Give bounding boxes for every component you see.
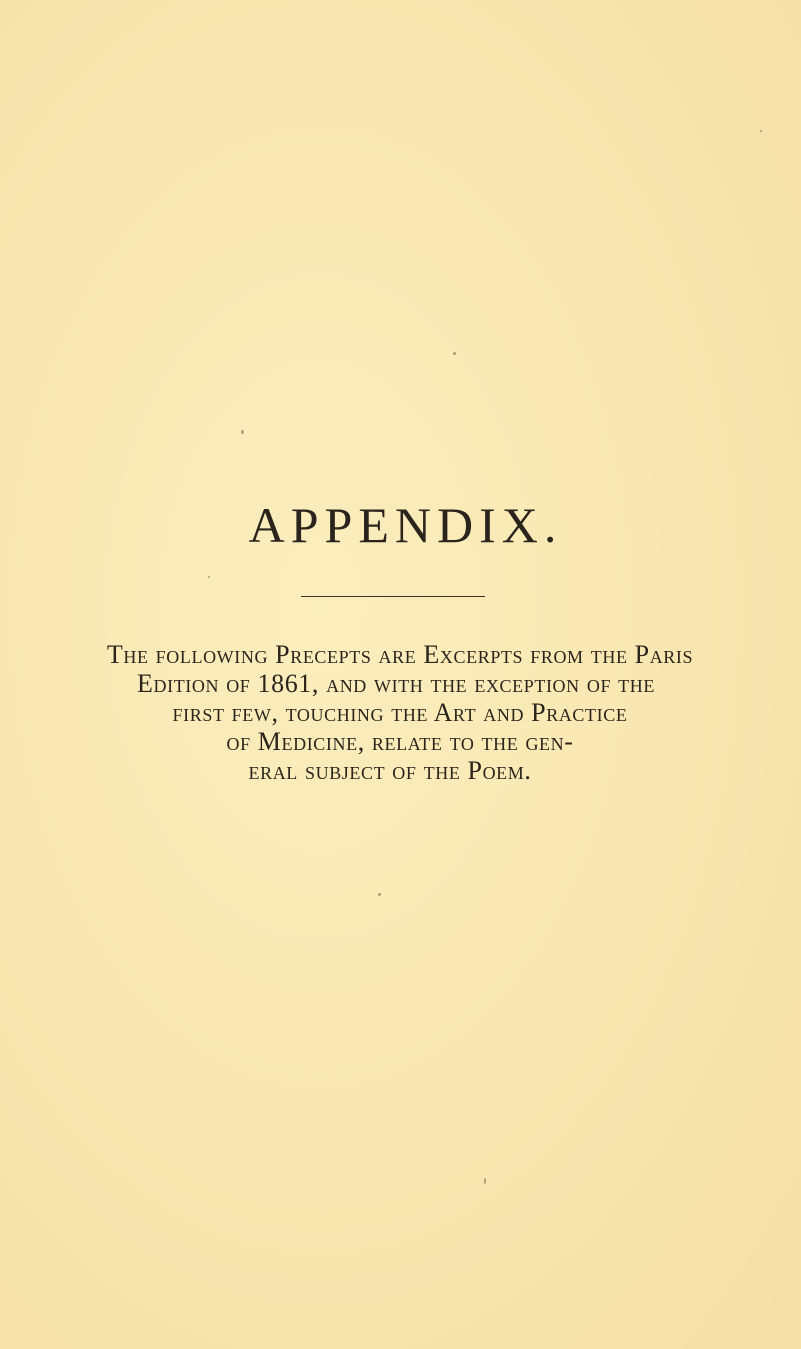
paper-speck <box>378 893 381 896</box>
paper-speck <box>484 1178 486 1184</box>
intro-line: first few, touching the Art and Practice <box>172 698 628 727</box>
paper-speck <box>760 130 762 132</box>
paper-speck <box>453 352 456 355</box>
paper-speck <box>208 576 210 578</box>
intro-line: eral subject of the Poem. <box>248 756 532 785</box>
intro-line: Edition of 1861, and with the exception of the <box>137 669 655 698</box>
appendix-heading: APPENDIX. <box>248 497 563 553</box>
paper-speck <box>241 430 244 434</box>
intro-paragraph <box>60 640 740 785</box>
intro-line: of Medicine, relate to the gen- <box>226 727 574 756</box>
heading-rule <box>301 596 485 597</box>
intro-line: The following Precepts are Excerpts from the Paris <box>106 640 694 669</box>
